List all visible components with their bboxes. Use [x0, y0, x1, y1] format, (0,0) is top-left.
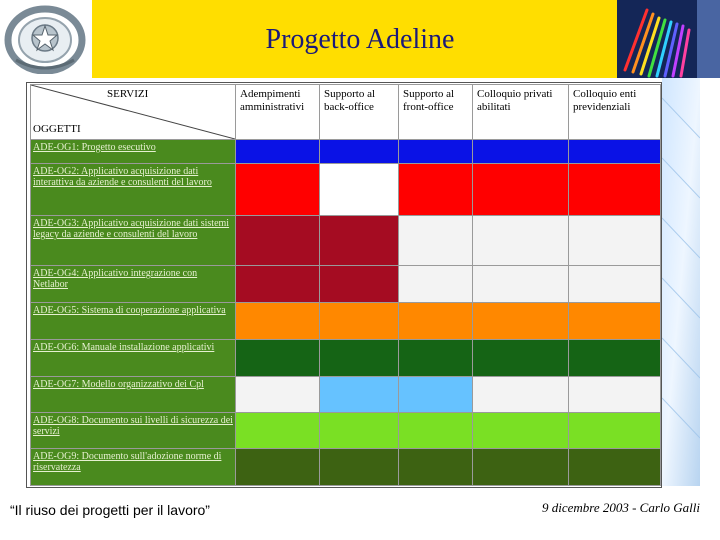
column-header: Colloquio privati abilitati [473, 85, 569, 140]
matrix-cell [569, 266, 661, 303]
row-header-link[interactable]: ADE-OG6: Manuale installazione applicativi [31, 340, 236, 377]
side-graphic [662, 78, 700, 486]
matrix-cell [320, 164, 399, 216]
matrix-cell [399, 449, 473, 486]
matrix-cell [236, 303, 320, 340]
matrix-row [31, 140, 661, 164]
column-header: Adempimenti amministrativi [236, 85, 320, 140]
matrix-row [31, 377, 661, 413]
matrix-cell [473, 413, 569, 449]
oggetti-label: OGGETTI [33, 123, 81, 135]
row-header-link[interactable]: ADE-OG9: Documento sull'adozione norme di riservatezza [31, 449, 236, 486]
matrix-cell [236, 340, 320, 377]
matrix-row [31, 216, 661, 266]
matrix-cell [473, 164, 569, 216]
footer-event-title: “Il riuso dei progetti per il lavoro” [10, 502, 210, 518]
row-header-link[interactable]: ADE-OG5: Sistema di cooperazione applicativa [31, 303, 236, 340]
matrix-cell [236, 266, 320, 303]
matrix-cell [236, 449, 320, 486]
column-header: Supporto al back-office [320, 85, 399, 140]
column-header: Colloquio enti previdenziali [569, 85, 661, 140]
matrix-cell [473, 216, 569, 266]
matrix-cell [473, 449, 569, 486]
matrix-cell [399, 216, 473, 266]
matrix-cell [320, 266, 399, 303]
matrix-row [31, 303, 661, 340]
matrix-cell [399, 377, 473, 413]
matrix-cell [399, 140, 473, 164]
matrix-cell [569, 449, 661, 486]
matrix-cell [236, 140, 320, 164]
matrix-cell [399, 340, 473, 377]
servizi-label: SERVIZI [107, 88, 149, 100]
matrix-cell [569, 413, 661, 449]
matrix-cell [473, 303, 569, 340]
matrix-cell [236, 216, 320, 266]
matrix-cell [320, 413, 399, 449]
matrix-cell [320, 303, 399, 340]
matrix-cell [399, 413, 473, 449]
matrix-cell [399, 164, 473, 216]
matrix-cell [320, 216, 399, 266]
matrix-row [31, 413, 661, 449]
services-objects-matrix [30, 84, 661, 486]
row-header-link[interactable]: ADE-OG8: Documento sui livelli di sicurezza dei servizi [31, 413, 236, 449]
page-title: Progetto Adeline [265, 24, 455, 55]
column-header: Supporto al front-office [399, 85, 473, 140]
row-header-link[interactable]: ADE-OG4: Applicativo integrazione con Netlabor [31, 266, 236, 303]
matrix-cell [399, 303, 473, 340]
matrix-cell [399, 266, 473, 303]
matrix-cell [569, 377, 661, 413]
matrix-cell [569, 216, 661, 266]
matrix-row [31, 340, 661, 377]
matrix-cell [569, 303, 661, 340]
matrix-row [31, 266, 661, 303]
row-header-link[interactable]: ADE-OG3: Applicativo acquisizione dati sistemi legacy da aziende e consulenti del lavoro [31, 216, 236, 266]
matrix-cell [320, 140, 399, 164]
matrix-cell [236, 413, 320, 449]
matrix-cell [569, 140, 661, 164]
matrix-cell [569, 164, 661, 216]
footer-date-author: 9 dicembre 2003 - Carlo Galli [541, 500, 700, 515]
matrix-cell [320, 377, 399, 413]
matrix-cell [320, 340, 399, 377]
row-header-link[interactable]: ADE-OG2: Applicativo acquisizione dati interattiva da aziende e consulenti del lavoro [31, 164, 236, 216]
matrix-cell [473, 377, 569, 413]
row-header-link[interactable]: ADE-OG7: Modello organizzativo dei Cpl [31, 377, 236, 413]
row-header-link[interactable]: ADE-OG1: Progetto esecutivo [31, 140, 236, 164]
matrix-cell [473, 340, 569, 377]
matrix-row [31, 449, 661, 486]
matrix-cell [236, 164, 320, 216]
matrix-row [31, 164, 661, 216]
matrix-cell [473, 266, 569, 303]
matrix-cell [320, 449, 399, 486]
matrix-cell [569, 340, 661, 377]
matrix-cell [473, 140, 569, 164]
matrix-cell [236, 377, 320, 413]
matrix-corner [31, 85, 236, 140]
